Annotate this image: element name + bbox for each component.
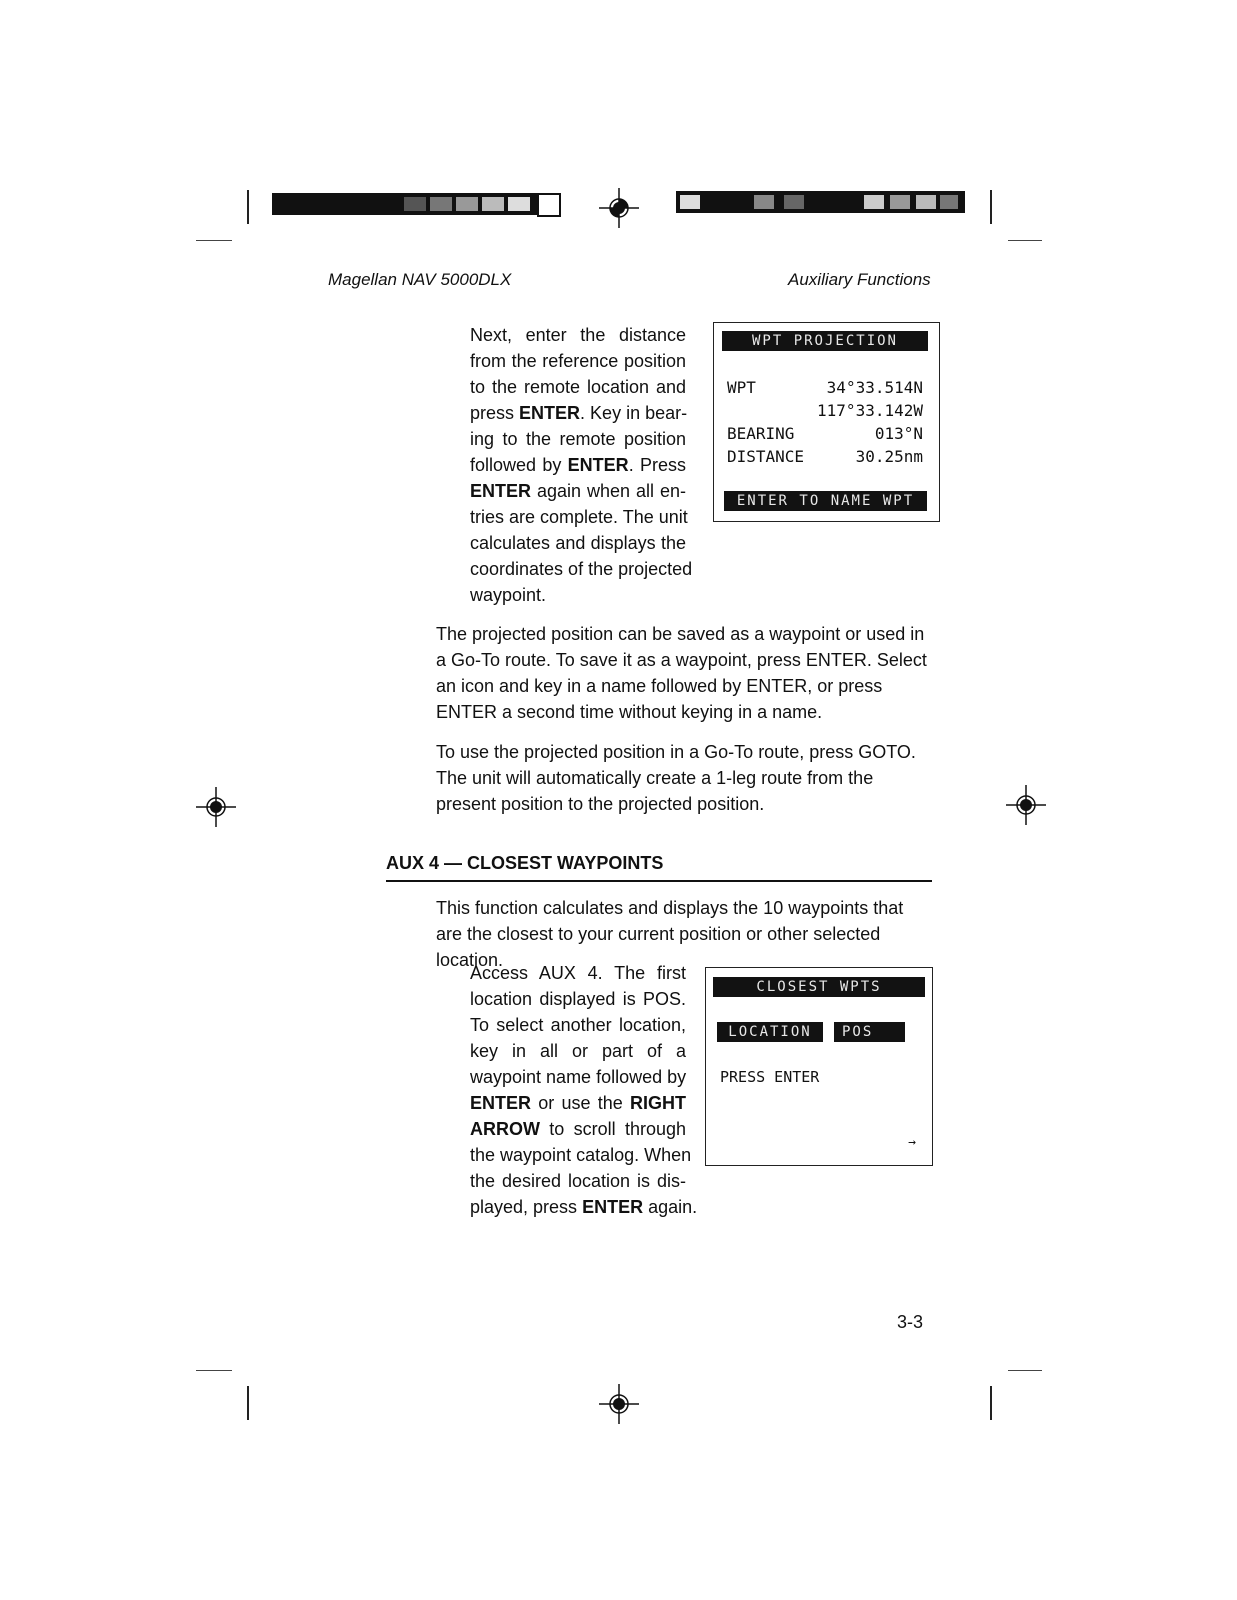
screen-title: WPT PROJECTION	[722, 331, 928, 351]
crop-mark-top-left-vertical	[247, 190, 249, 224]
text-line: waypoint name followed by	[470, 1067, 687, 1087]
location-label: LOCATION	[717, 1022, 823, 1042]
text-fragment: followed by	[470, 455, 568, 475]
color-bar-empty-cell	[537, 193, 561, 217]
color-bar-icon	[676, 191, 965, 213]
text-line: the waypoint catalog. When	[470, 1145, 692, 1165]
screen-row-label: WPT	[727, 378, 756, 397]
screen-title: CLOSEST WPTS	[713, 977, 925, 997]
color-bar-icon	[272, 193, 537, 215]
text-fragment: again when all en-	[531, 481, 686, 501]
text-fragment: played, press	[470, 1197, 583, 1217]
text-line: To select another location,	[470, 1015, 686, 1035]
text-line: the desired location is dis-	[470, 1171, 686, 1191]
crop-mark-top-left-horizontal	[196, 240, 232, 241]
key-enter: ENTER	[470, 481, 532, 501]
page-number: 3-3	[897, 1312, 924, 1332]
text-line: ing to the remote position	[470, 429, 686, 449]
text-fragment: again.	[643, 1197, 698, 1217]
crop-mark-top-right-horizontal	[1008, 240, 1042, 241]
registration-mark-icon	[1006, 785, 1046, 825]
key-arrow: ARROW	[470, 1119, 540, 1139]
text-line: tries are complete. The unit	[470, 507, 688, 527]
text-line: location displayed is POS.	[470, 989, 686, 1009]
crop-mark-bottom-right-horizontal	[1008, 1370, 1042, 1371]
goto-route-paragraph: To use the projected position in a Go-To route, press GOTO. The unit will automatically create a 1-leg route from the present position to the projected position.	[436, 742, 916, 814]
screen-row-value: 117°33.142W	[817, 401, 923, 420]
text-line	[470, 478, 686, 504]
text-line	[470, 1090, 686, 1116]
text-line	[470, 400, 686, 426]
text-line	[470, 452, 686, 478]
screen-row-value: 34°33.514N	[826, 378, 923, 397]
key-enter: ENTER	[519, 403, 581, 423]
text-fragment: . Press	[628, 455, 687, 475]
right-arrow-icon: →	[908, 1135, 916, 1150]
key-enter: ENTER	[567, 455, 629, 475]
running-header-left: Magellan NAV 5000DLX	[328, 270, 512, 289]
crop-mark-top-right-vertical	[990, 190, 992, 224]
text-line	[470, 1116, 686, 1142]
press-enter-prompt: PRESS ENTER	[720, 1068, 820, 1086]
closest-wpts-screen	[705, 967, 933, 1166]
key-right: RIGHT	[630, 1093, 686, 1113]
running-header-right: Auxiliary Functions	[788, 270, 931, 289]
screen-footer: ENTER TO NAME WPT	[724, 491, 927, 511]
location-value: POS	[834, 1022, 905, 1042]
registration-mark-icon	[599, 188, 639, 228]
text-line: to the remote location and	[470, 377, 686, 397]
text-fragment: or use the	[531, 1093, 630, 1113]
aux4-intro-paragraph: This function calculates and displays the 10 waypoints that are the closest to your current position or other selected location.	[436, 898, 904, 970]
text-line: key in all or part of a	[470, 1041, 686, 1061]
text-line: coordinates of the projected	[470, 559, 693, 579]
key-enter: ENTER	[470, 1093, 532, 1113]
text-fragment: press	[470, 403, 520, 423]
section-heading: AUX 4 — CLOSEST WAYPOINTS	[386, 853, 932, 882]
text-fragment: to scroll through	[540, 1119, 686, 1139]
text-fragment: . Key in bear-	[580, 403, 688, 423]
text-line: from the reference position	[470, 351, 686, 371]
save-waypoint-paragraph: The projected position can be saved as a waypoint or used in a Go-To route. To save it as a waypoint, press ENTER. Select an icon and key in a name followed by ENTER, or press ENTER a second time without keying in a name.	[436, 624, 927, 722]
text-line: Access AUX 4. The first	[470, 963, 686, 983]
text-line: waypoint.	[470, 585, 547, 605]
text-line: Next, enter the distance	[470, 325, 686, 345]
text-line: calculates and displays the	[470, 533, 686, 553]
text-line	[470, 1194, 698, 1220]
screen-row-value: 013°N	[874, 424, 923, 443]
projection-instructions	[470, 322, 693, 608]
key-enter: ENTER	[582, 1197, 644, 1217]
screen-row-value: 30.25nm	[855, 447, 923, 466]
screen-row-label: DISTANCE	[727, 447, 805, 466]
crop-mark-bottom-left-vertical	[247, 1386, 249, 1420]
registration-mark-icon	[599, 1384, 639, 1424]
wpt-projection-screen	[713, 322, 940, 522]
registration-mark-icon	[196, 787, 236, 827]
crop-mark-bottom-right-vertical	[990, 1386, 992, 1420]
crop-mark-bottom-left-horizontal	[196, 1370, 232, 1371]
aux4-instructions	[470, 960, 698, 1220]
screen-row-label: BEARING	[727, 424, 795, 443]
